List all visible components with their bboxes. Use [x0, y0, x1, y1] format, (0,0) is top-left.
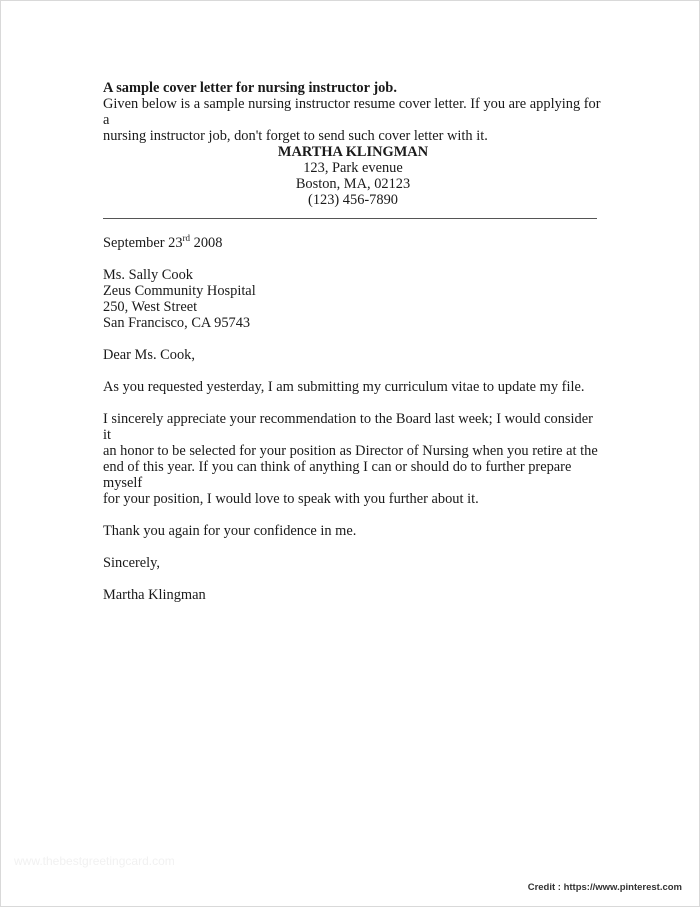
sender-address-line2: Boston, MA, 02123	[295, 176, 411, 192]
cover-letter-document	[103, 80, 603, 603]
recipient-street: 250, West Street	[103, 299, 198, 315]
paragraph-2-line: an honor to be selected for your position as Director of Nursing when you retire at the	[103, 443, 598, 459]
date-prefix: September 23	[103, 235, 183, 251]
paragraph-2-line: I sincerely appreciate your recommendation to the Board last week; I would consider it	[103, 411, 593, 443]
paragraph-1: As you requested yesterday, I am submitting my curriculum vitae to update my file.	[103, 379, 585, 395]
signature: Martha Klingman	[103, 587, 206, 603]
recipient-city: San Francisco, CA 95743	[103, 315, 251, 331]
letterhead	[103, 144, 603, 208]
sender-name: MARTHA KLINGMAN	[277, 144, 429, 160]
recipient-name: Ms. Sally Cook	[103, 267, 193, 283]
date-suffix: rd	[182, 233, 191, 243]
sender-phone: (123) 456-7890	[308, 192, 398, 208]
recipient-address	[103, 267, 603, 331]
letterhead-divider	[103, 218, 597, 219]
watermark-text: www.thebestgreetingcard.com	[14, 854, 175, 868]
letter-date	[103, 235, 603, 251]
date-year: 2008	[190, 235, 223, 251]
intro-line-1: Given below is a sample nursing instructor resume cover letter. If you are applying for a	[103, 96, 601, 128]
paragraph-2-line: end of this year. If you can think of anything I can or should do to further prepare myself	[103, 459, 572, 491]
image-credit: Credit : https://www.pinterest.com	[527, 882, 682, 893]
paragraph-3: Thank you again for your confidence in me.	[103, 523, 357, 539]
intro-line-2: nursing instructor job, don't forget to send such cover letter with it.	[103, 128, 488, 144]
sender-address-line1: 123, Park evenue	[303, 160, 403, 176]
closing: Sincerely,	[103, 555, 161, 571]
recipient-organization: Zeus Community Hospital	[103, 283, 256, 299]
paragraph-2-line: for your position, I would love to speak with you further about it.	[103, 491, 479, 507]
salutation: Dear Ms. Cook,	[103, 347, 195, 363]
document-heading: A sample cover letter for nursing instructor job.	[103, 80, 397, 96]
paragraph-2	[103, 411, 603, 507]
